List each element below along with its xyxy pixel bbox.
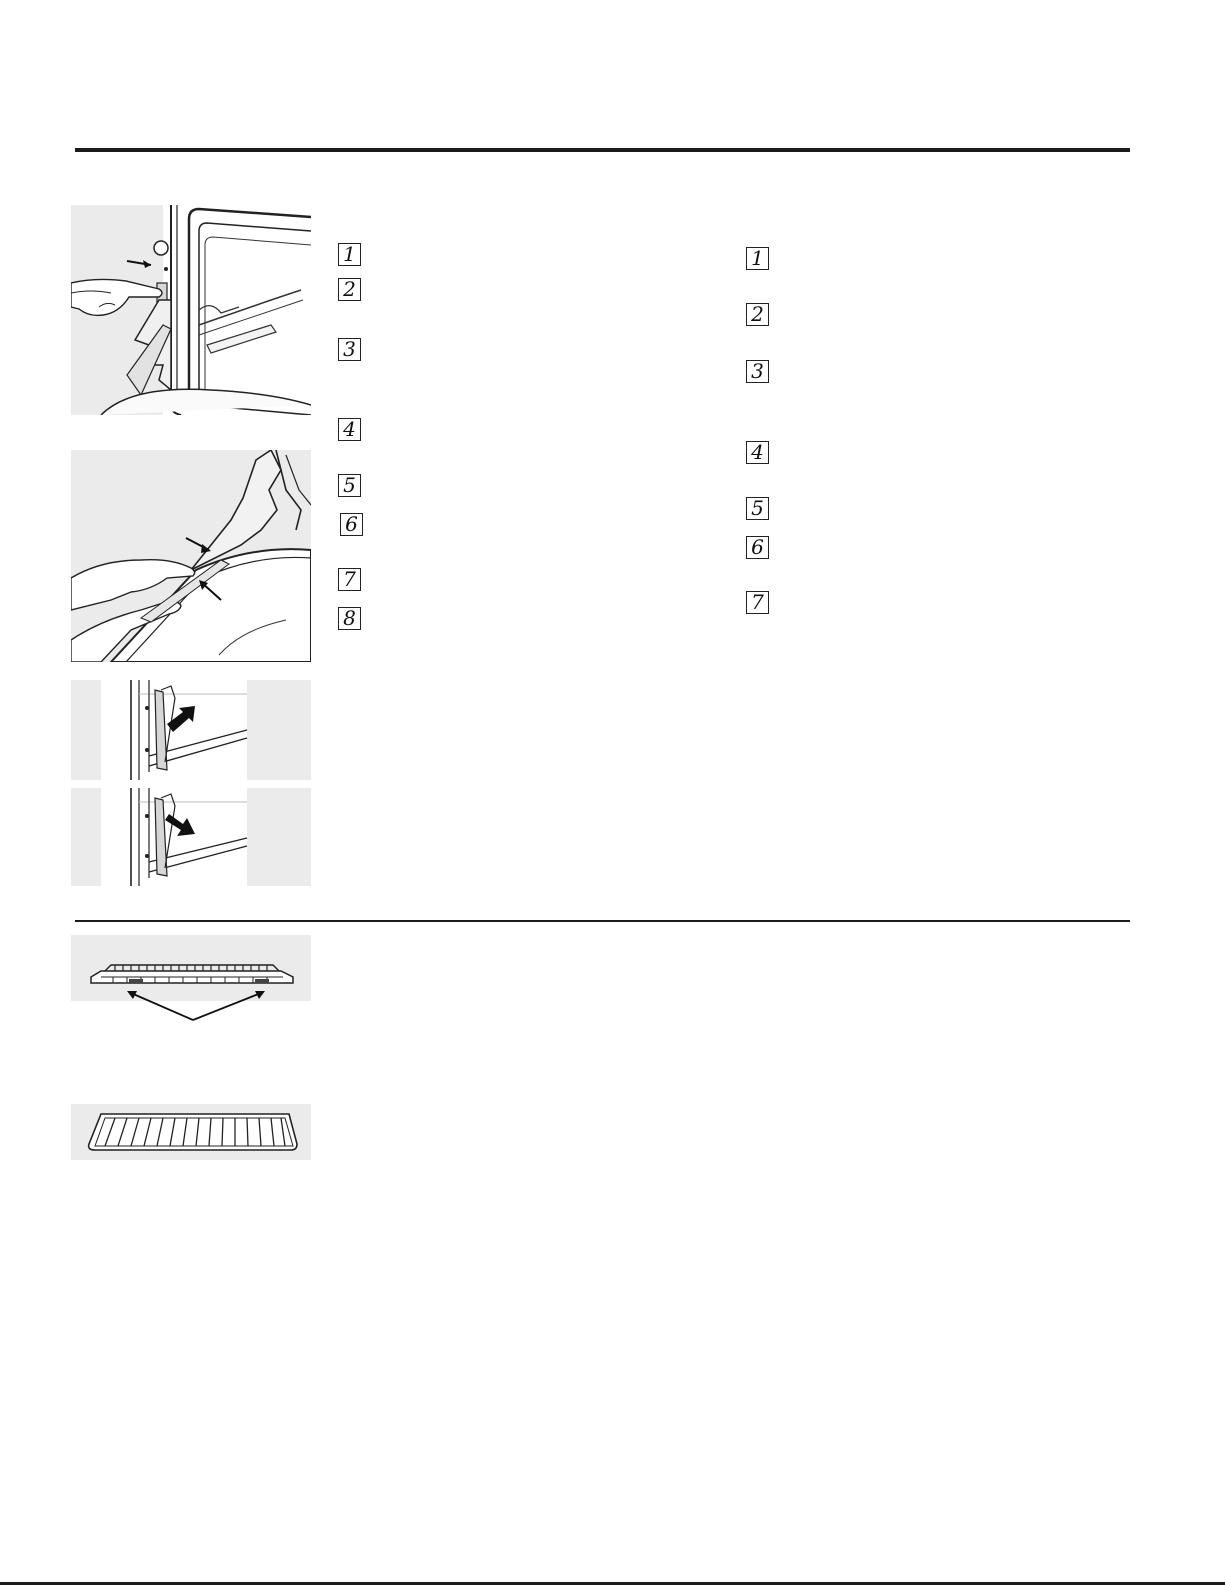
oven-rack-flat-icon — [71, 1104, 311, 1160]
oven-door-hinge-finger-icon — [71, 205, 311, 415]
step-number-left-3: 3 — [338, 338, 361, 361]
section-divider-middle — [75, 920, 1130, 922]
step-number-right-4: 4 — [746, 441, 769, 464]
hinge-lock-out-illustration — [71, 788, 311, 886]
step-number-left-2: 2 — [338, 278, 361, 301]
step-number-left-4: 4 — [338, 418, 361, 441]
hinge-lock-in-illustration — [71, 680, 311, 780]
hinge-lock-out-icon — [71, 788, 311, 886]
step-number-left-7: 7 — [338, 568, 361, 591]
step-number-right-7: 7 — [746, 591, 769, 614]
step-number-left-6: 6 — [340, 513, 363, 536]
hinge-lock-in-icon — [71, 680, 311, 780]
oven-door-lift-hands-icon — [71, 450, 311, 662]
door-lift-illustration — [71, 450, 311, 662]
step-number-right-6: 6 — [746, 536, 769, 559]
step-number-right-3: 3 — [746, 360, 769, 383]
flat-rack-illustration — [71, 1104, 311, 1160]
step-number-left-8: 8 — [338, 607, 361, 630]
step-number-left-1: 1 — [338, 243, 361, 266]
section-divider-top — [75, 148, 1130, 152]
step-number-right-1: 1 — [746, 247, 769, 270]
step-number-left-5: 5 — [338, 474, 361, 497]
rack-stop-arrows-icon — [71, 975, 311, 1025]
step-number-right-5: 5 — [746, 497, 769, 520]
step-number-right-2: 2 — [746, 303, 769, 326]
door-hinge-illustration — [71, 205, 311, 415]
